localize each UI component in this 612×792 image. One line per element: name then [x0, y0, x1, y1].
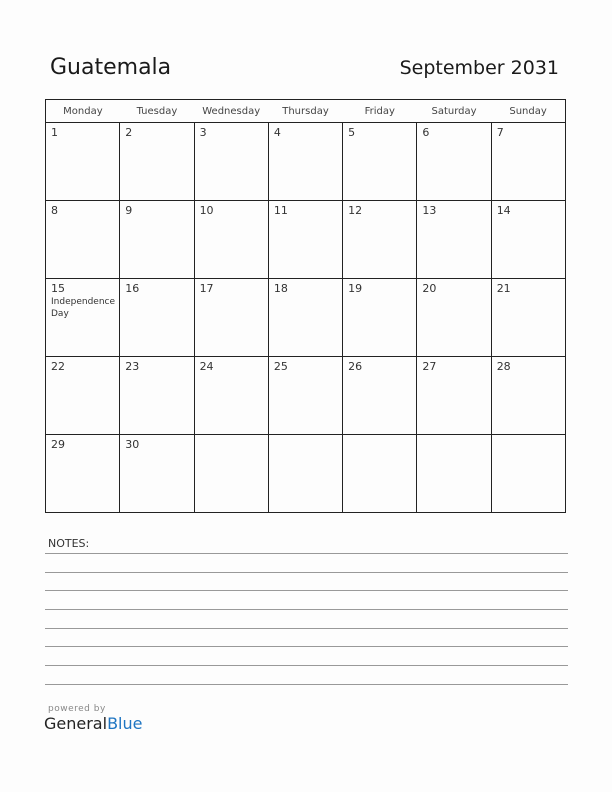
note-line	[45, 590, 568, 591]
day-cell	[491, 279, 565, 357]
day-number: 13	[422, 204, 437, 217]
weekday-header: Monday	[46, 100, 120, 123]
day-cell	[343, 201, 417, 279]
day-cell	[46, 201, 120, 279]
day-cell	[194, 435, 268, 513]
weekday-header: Tuesday	[120, 100, 194, 123]
day-cell	[268, 279, 342, 357]
country-title: Guatemala	[50, 55, 172, 80]
day-number: 28	[496, 360, 511, 373]
note-line	[45, 572, 568, 573]
day-number: 27	[422, 360, 437, 373]
note-line	[45, 684, 568, 685]
calendar-grid	[45, 99, 566, 513]
day-number: 4	[273, 126, 281, 139]
note-line	[45, 628, 568, 629]
day-cell	[343, 279, 417, 357]
day-cell	[417, 435, 491, 513]
day-cell	[417, 123, 491, 201]
day-cell	[46, 435, 120, 513]
day-number: 25	[273, 360, 288, 373]
day-number: 6	[422, 126, 430, 139]
day-cell	[268, 357, 342, 435]
weekday-header: Saturday	[417, 100, 491, 123]
day-cell	[120, 123, 194, 201]
day-number: 24	[199, 360, 214, 373]
day-cell	[268, 123, 342, 201]
holiday-label: Independence Day	[51, 297, 116, 319]
week-row	[46, 435, 566, 513]
day-number: 9	[125, 204, 133, 217]
day-number: 29	[51, 438, 65, 451]
brand-blue: Blue	[107, 714, 143, 733]
day-cell	[491, 123, 565, 201]
day-cell	[194, 357, 268, 435]
day-number: 20	[422, 282, 437, 295]
day-number: 7	[496, 126, 504, 139]
weekday-header-row	[46, 100, 566, 123]
day-cell	[343, 435, 417, 513]
day-cell	[46, 279, 120, 357]
day-cell	[417, 279, 491, 357]
day-cell	[46, 357, 120, 435]
day-cell	[268, 201, 342, 279]
week-row	[46, 201, 566, 279]
week-row	[46, 357, 566, 435]
note-line	[45, 609, 568, 610]
day-cell	[491, 435, 565, 513]
day-number: 22	[51, 360, 65, 373]
day-number: 15	[51, 282, 65, 295]
weekday-header: Sunday	[491, 100, 565, 123]
day-cell	[194, 201, 268, 279]
day-cell	[120, 435, 194, 513]
day-number: 14	[496, 204, 511, 217]
day-number: 17	[199, 282, 214, 295]
day-cell	[343, 123, 417, 201]
day-cell	[194, 279, 268, 357]
note-line	[45, 665, 568, 666]
day-number: 1	[51, 126, 58, 139]
day-cell	[268, 435, 342, 513]
day-cell	[46, 123, 120, 201]
weekday-header: Wednesday	[194, 100, 268, 123]
day-number: 8	[51, 204, 58, 217]
day-cell	[120, 279, 194, 357]
day-number: 11	[273, 204, 288, 217]
day-number: 30	[125, 438, 140, 451]
day-cell	[491, 357, 565, 435]
day-number: 26	[348, 360, 363, 373]
powered-by-text: powered by	[48, 704, 106, 714]
day-number: 5	[348, 126, 356, 139]
month-year-title: September 2031	[399, 57, 559, 79]
day-cell	[194, 123, 268, 201]
day-cell	[417, 357, 491, 435]
weekday-header: Thursday	[268, 100, 342, 123]
note-line	[45, 553, 568, 554]
day-number: 23	[125, 360, 140, 373]
day-number: 19	[348, 282, 363, 295]
week-row	[46, 279, 566, 357]
day-number: 10	[199, 204, 214, 217]
day-number: 12	[348, 204, 363, 217]
notes-label: NOTES:	[48, 537, 90, 550]
day-number: 18	[273, 282, 288, 295]
brand-name	[44, 714, 142, 733]
day-number: 3	[199, 126, 207, 139]
day-cell	[417, 201, 491, 279]
day-number: 16	[125, 282, 140, 295]
day-cell	[491, 201, 565, 279]
day-cell	[120, 201, 194, 279]
weekday-header: Friday	[343, 100, 417, 123]
day-number: 2	[125, 126, 133, 139]
note-line	[45, 646, 568, 647]
day-number: 21	[496, 282, 511, 295]
brand-general: General	[44, 714, 108, 733]
day-cell	[120, 357, 194, 435]
brand-logo	[44, 704, 142, 733]
day-cell	[343, 357, 417, 435]
week-row	[46, 123, 566, 201]
